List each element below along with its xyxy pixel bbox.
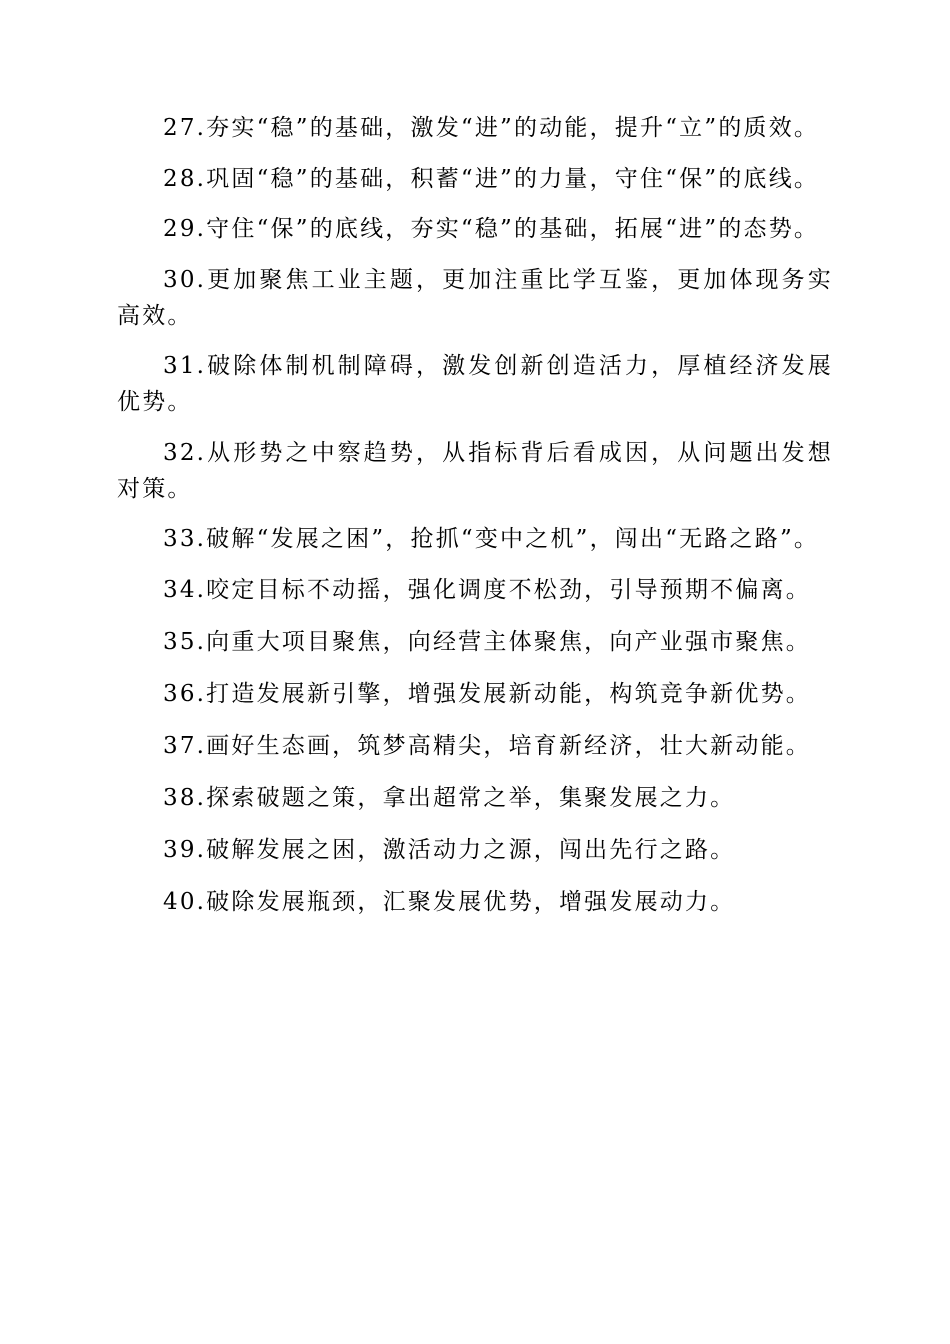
list-item-40: 40.破除发展瓶颈，汇聚发展优势，增强发展动力。 xyxy=(163,888,736,915)
list-item-36: 36.打造发展新引擎，增强发展新动能，构筑竞争新优势。 xyxy=(163,680,811,707)
list-item-31: 31.破除体制机制障碍，激发创新创造活力，厚植经济发展优势。 xyxy=(117,353,833,415)
slogan-list xyxy=(117,110,833,936)
list-item-37: 37.画好生态画，筑梦高精尖，培育新经济，壮大新动能。 xyxy=(163,732,811,759)
list-item-33: 33.破解“发展之困”，抢抓“变中之机”，闯出“无路之路”。 xyxy=(163,526,820,552)
list-item-32: 32.从形势之中察趋势，从指标背后看成因，从问题出发想对策。 xyxy=(117,439,833,502)
list-item-29: 29.守住“保”的底线，夯实“稳”的基础，拓展“进”的态势。 xyxy=(163,216,820,242)
list-item-34: 34.咬定目标不动摇，强化调度不松劲，引导预期不偏离。 xyxy=(163,576,811,603)
list-item-35: 35.向重大项目聚焦，向经营主体聚焦，向产业强市聚焦。 xyxy=(163,628,811,655)
list-item-27: 27.夯实“稳”的基础，激发“进”的动能，提升“立”的质效。 xyxy=(163,115,820,141)
list-item-38: 38.探索破题之策，拿出超常之举，集聚发展之力。 xyxy=(163,784,736,811)
list-item-28: 28.巩固“稳”的基础，积蓄“进”的力量，守住“保”的底线。 xyxy=(163,165,820,192)
list-item-39: 39.破解发展之困，激活动力之源，闯出先行之路。 xyxy=(163,836,736,863)
list-item-30: 30.更加聚焦工业主题，更加注重比学互鉴，更加体现务实高效。 xyxy=(117,266,833,329)
